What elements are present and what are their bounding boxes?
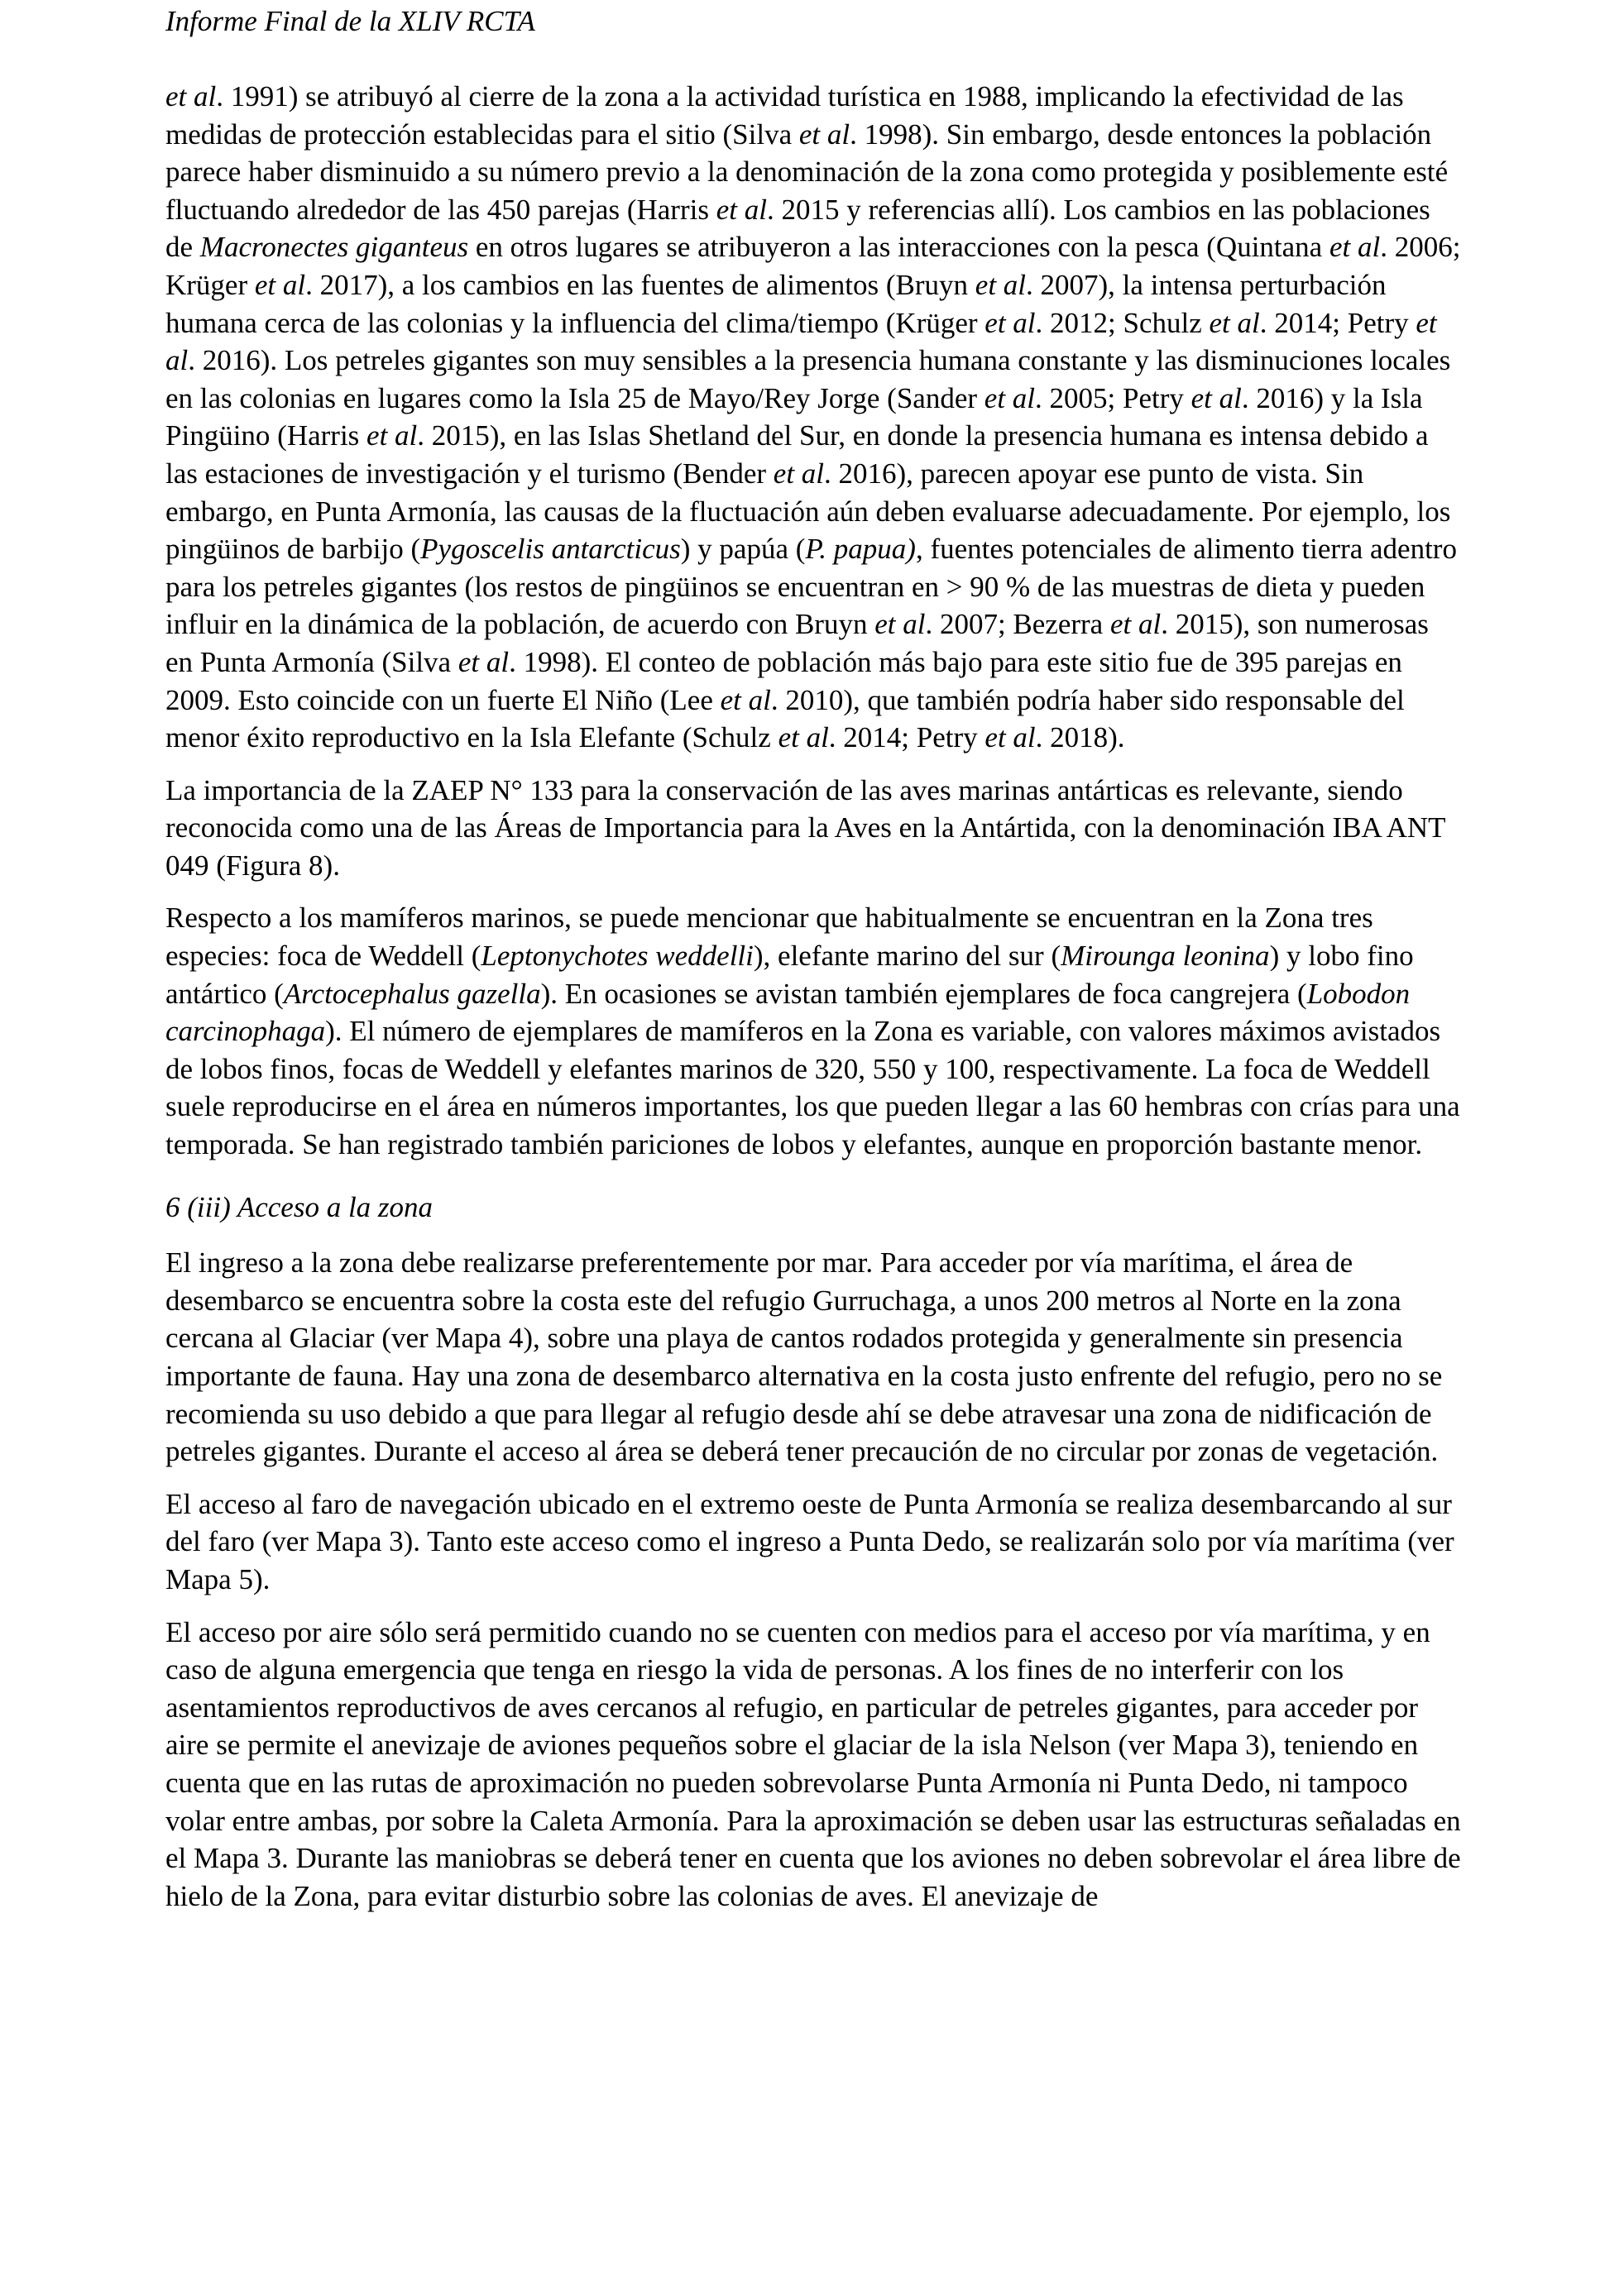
text-run: . 2015), en las Islas Shetland del Sur, en donde la presencia humana es intensa debido a las estaciones de investigación y el turismo (Bender [165, 419, 1429, 490]
text-run: . 2007; Bezerra [925, 608, 1110, 641]
text-run: ), elefante marino del sur ( [753, 940, 1061, 973]
text-run: . 2015), son numerosas en Punta Armonía (Silva [165, 608, 1429, 678]
italic-text-run: et al [1190, 381, 1242, 414]
italic-text-run: Macronectes giganteus [199, 231, 469, 264]
italic-text-run: Pygoscelis antarcticus [420, 533, 681, 566]
text-run: . 1998). El conteo de población más bajo para este sitio fue de 395 parejas en 2009. Esto coincide con un fuerte El Niño (Lee [165, 645, 1402, 716]
text-run: . 2014; Petry [1259, 306, 1416, 339]
text-run: . 2015 y referencias allí). Los cambios en las poblaciones de [165, 193, 1430, 264]
text-run: El ingreso a la zona debe realizarse preferentemente por mar. Para acceder por vía marítima, el área de desembarco se encuentra sobre la costa este del refugio Gurruchaga, a unos 200 metros al Norte en la zona cercana al Glaciar (ver Mapa 4), sobre una playa de cantos rodados protegida y generalmente sin presencia importante de fauna. Hay una zona de desembarco alternativa en la costa justo enfrente del refugio, pero no se recomienda su uso debido a que para llegar al refugio desde ahí se debe atravesar una zona de nidificación de petreles gigantes. Durante el acceso al área se deberá tener precaución de no circular por zonas de vegetación. [165, 1246, 1443, 1468]
text-run: . 2016), parecen apoyar ese punto de vista. Sin embargo, en Punta Armonía, las causas de la fluctuación aún deben evaluarse adecuadamente. Por ejemplo, los pingüinos de barbijo ( [165, 457, 1451, 566]
italic-text-run: et al [984, 381, 1036, 414]
italic-text-run: et al [984, 306, 1036, 339]
text-run: . 2012; Schulz [1035, 306, 1210, 339]
text-run: , fuentes potenciales de alimento tierra adentro para los petreles gigantes (los restos de pingüinos se encuentran en > 90 % de las muestras de dieta y pueden influir en la dinámica de la población, de acuerdo con Bruyn [165, 533, 1457, 641]
text-run: . 2006; Krüger [165, 231, 1461, 301]
text-run: ) y papúa ( [680, 533, 806, 566]
text-run: . 2007), la intensa perturbación humana cerca de las colonias y la influencia del clima/tiempo (Krüger [165, 268, 1387, 339]
text-run: . 2017), a los cambios en las fuentes de alimentos (Bruyn [305, 268, 975, 301]
paragraph-lighthouse-access [165, 1485, 1463, 1599]
italic-text-run: Leptonychotes weddelli [481, 940, 754, 973]
italic-text-run: Mirounga leonina [1061, 940, 1270, 973]
text-run: . 1998). Sin embargo, desde entonces la población parece haber disminuido a su número previo a la denominación de la zona como protegida y posiblemente esté fluctuando alrededor de las 450 parejas (Harris [165, 117, 1449, 226]
paragraph-petrel-population [165, 78, 1463, 757]
text-run: . 2016). Los petreles gigantes son muy sensibles a la presencia humana constante y las disminuciones locales en las colonias en lugares como la Isla 25 de Mayo/Rey Jorge (Sander [165, 344, 1451, 414]
paragraph-marine-mammals [165, 899, 1463, 1163]
text-run: en otros lugares se atribuyeron a las interacciones con la pesca (Quintana [468, 231, 1329, 264]
italic-text-run: et al [1329, 231, 1381, 264]
italic-text-run: et al [773, 457, 825, 490]
text-run: ). El número de ejemplares de mamíferos en la Zona es variable, con valores máximos avistados de lobos finos, focas de Weddell y elefantes marinos de 320, 550 y 100, respectivamente. La foca de Weddell suele reproducirse en el área en números importantes, los que pueden llegar a las 60 hembras con crías para una temporada. Se han registrado también pariciones de lobos y elefantes, aunque en proporción bastante menor. [165, 1015, 1460, 1161]
text-run: La importancia de la ZAEP N° 133 para la conservación de las aves marinas antárticas es relevante, siendo reconocida como una de las Áreas de Importancia para la Aves en la Antártida, con la denominación IBA ANT 049 (Figura 8). [165, 773, 1445, 882]
paragraph-sea-access [165, 1244, 1463, 1471]
running-header: Informe Final de la XLIV RCTA [165, 5, 535, 37]
italic-text-run: et al [798, 117, 850, 151]
italic-text-run: et al [1109, 608, 1162, 641]
italic-text-run: Arctocephalus gazella [283, 977, 541, 1010]
italic-text-run: et al [366, 419, 418, 452]
italic-text-run: et al [165, 306, 1437, 377]
italic-text-run: et al [1209, 306, 1260, 339]
paragraph-iba-importance [165, 772, 1463, 885]
text-run: 6 (iii) Acceso a la zona [165, 1190, 434, 1223]
italic-text-run: P. papua) [805, 533, 916, 566]
text-run: El acceso por aire sólo será permitido cuando no se cuenten con medios para el acceso por vía marítima, y en caso de alguna emergencia que tenga en riesgo la vida de personas. A los fines de no interferir con los asentamientos reproductivos de aves cercanos al refugio, en particular de petreles gigantes, para acceder por aire se permite el anevizaje de aviones pequeños sobre el glaciar de la isla Nelson (ver Mapa 3), teniendo en cuenta que en las rutas de aproximación no pueden sobrevolarse Punta Armonía ni Punta Dedo, ni tampoco volar entre ambas, por sobre la Caleta Armonía. Para la aproximación se deben usar las estructuras señaladas en el Mapa 3. Durante las maniobras se deberá tener en cuenta que los aviones no deben sobrevolar el área libre de hielo de la Zona, para evitar disturbio sobre las colonias de aves. El anevizaje de [165, 1615, 1461, 1912]
italic-text-run: et al [254, 268, 306, 301]
italic-text-run: et al [874, 608, 926, 641]
text-run: Respecto a los mamíferos marinos, se puede mencionar que habitualmente se encuentran en la Zona tres especies: foca de Weddell ( [165, 902, 1373, 973]
text-run: . 2018). [1035, 721, 1125, 754]
italic-text-run: et al [778, 721, 829, 754]
text-run: . 2005; Petry [1035, 381, 1191, 414]
italic-text-run: et al [165, 80, 217, 112]
section-heading-access [165, 1189, 1463, 1227]
text-run: ). En ocasiones se avistan también ejemplares de foca cangrejera ( [540, 977, 1307, 1010]
italic-text-run: et al [984, 721, 1036, 754]
text-run: El acceso al faro de navegación ubicado en el extremo oeste de Punta Armonía se realiza desembarcando al sur del faro (ver Mapa 3). Tanto este acceso como el ingreso a Punta Dedo, se realizarán solo por vía marítima (ver Mapa 5). [165, 1487, 1454, 1595]
text-run: . 1991) se atribuyó al cierre de la zona a la actividad turística en 1988, implicando la efectividad de las medidas de protección establecidas para el sitio (Silva [165, 80, 1404, 151]
text-run: ) y lobo fino antártico ( [165, 940, 1414, 1010]
paragraph-air-access [165, 1614, 1463, 1916]
document-body [165, 78, 1463, 1915]
italic-text-run: et al [716, 193, 767, 226]
text-run: . 2010), que también podría haber sido responsable del menor éxito reproductivo en la Isla Elefante (Schulz [165, 683, 1405, 754]
italic-text-run: Lobodon carcinophaga [165, 977, 1411, 1048]
text-run: . 2016) y la Isla Pingüino (Harris [165, 381, 1423, 452]
italic-text-run: et al [720, 683, 771, 716]
italic-text-run: et al [457, 645, 510, 678]
text-run: . 2014; Petry [828, 721, 985, 754]
italic-text-run: et al [975, 268, 1027, 301]
